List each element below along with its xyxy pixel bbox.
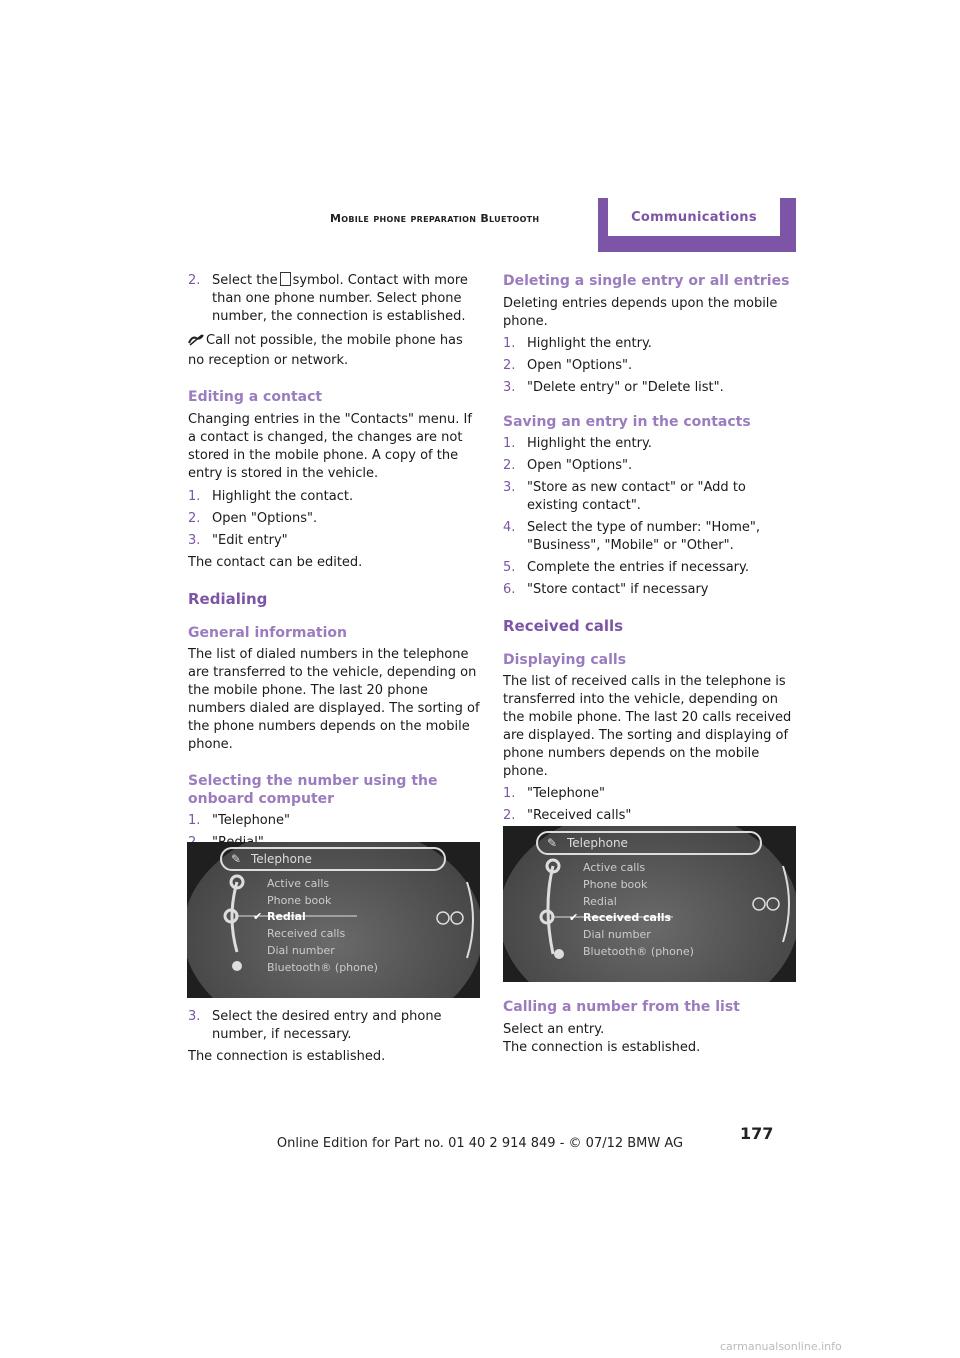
header-section: Mobile phone preparation Bluetooth [330, 212, 540, 225]
svg-text:✔: ✔ [253, 910, 263, 923]
screen1-item-1: Phone book [267, 894, 332, 907]
redialing-heading: Redialing [188, 590, 268, 608]
calling-body-2: The connection is established. [503, 1040, 701, 1055]
screenshot-redial [187, 842, 480, 998]
deleting-body: Deleting entries depends upon the mobile phone. [503, 296, 778, 329]
screen1-item-0: Active calls [267, 877, 330, 890]
pencil-icon: ✎ [547, 836, 558, 850]
chapter-tab [598, 198, 796, 252]
screen2-item-4: Dial number [583, 928, 651, 941]
displaying-body: The list of received calls in the telephone is transferred into the vehicle, depending on the mobile phone. The last 20 calls received are displayed. The sorting and displaying of phone numbers depends on the mobile phone. [503, 674, 792, 779]
saving-heading: Saving an entry in the contacts [503, 414, 751, 430]
step-3: 3. Select the desired entry and phone number, if necessary. [188, 1009, 442, 1042]
right-column [503, 272, 797, 825]
screen1-item-2: Redial [267, 910, 306, 923]
left-column [188, 272, 482, 852]
editing-result: The contact can be edited. [188, 555, 363, 570]
page-number: 177 [740, 1124, 774, 1143]
screenshot-received-calls [503, 826, 796, 982]
call-not-possible-note: Call not possible, the mobile phone has no reception or network. [188, 333, 463, 368]
deleting-heading: Deleting a single entry or all entries [503, 273, 790, 289]
pencil-icon: ✎ [231, 852, 242, 866]
displaying-heading: Displaying calls [503, 652, 627, 668]
svg-text:✔: ✔ [569, 911, 579, 924]
screen1-title: Telephone [251, 852, 312, 866]
screen2-item-2: Redial [583, 895, 617, 908]
general-info-heading: General information [188, 625, 347, 641]
footer-text: Online Edition for Part no. 01 40 2 914 849 - © 07/12 BMW AG [276, 1136, 684, 1151]
screen2-item-0: Active calls [583, 861, 646, 874]
selecting-steps: 1. "Telephone" [188, 813, 290, 828]
no-network-icon [188, 334, 206, 352]
displaying-steps: 1. "Telephone" 2. "Received calls" [503, 786, 632, 823]
calling-heading: Calling a number from the list [503, 999, 740, 1015]
editing-body: Changing entries in the "Contacts" menu. If a contact is changed, the changes are not stored in the mobile phone. A copy of the entry is stored in the vehicle. [188, 412, 472, 481]
result-text: The connection is established. [188, 1049, 386, 1064]
screen2-item-1: Phone book [583, 878, 648, 891]
screen1-item-5: Bluetooth® (phone) [267, 961, 378, 974]
screen2-title: Telephone [567, 836, 628, 850]
selecting-heading: Selecting the number using the onboard computer [188, 773, 438, 807]
screen2-item-3: Received calls [583, 911, 672, 924]
received-calls-heading: Received calls [503, 617, 624, 635]
saving-steps: 1. Highlight the entry. 2. Open "Options". 3. "Store as new contact" or "Add to existing contact". 4. Select the type of number: "Home", "Business", "Mobile" or "Other". 5. Complete the entries if necessary. 6. "Store contact" if necessary [503, 436, 761, 597]
watermark: carmanualsonline.info [720, 1340, 842, 1353]
step-2: 2. Select the symbol. Contact with more than one phone number. Select phone number, the connection is established. [188, 273, 468, 324]
left-column-bottom [188, 1008, 482, 1066]
editing-heading: Editing a contact [188, 389, 323, 405]
screen2-item-5: Bluetooth® (phone) [583, 945, 694, 958]
editing-steps: 1. Highlight the contact. 2. Open "Options". 3. "Edit entry" [188, 489, 354, 548]
chapter-title: Communications [608, 198, 780, 238]
general-info-body: The list of dialed numbers in the telephone are transferred to the vehicle, depending on the mobile phone. The last 20 phone numbers dialed are displayed. The sorting of the phone numbers depends on the mobile phone. [188, 647, 480, 752]
deleting-steps: 1. Highlight the entry. 2. Open "Options". 3. "Delete entry" or "Delete list". [503, 336, 724, 395]
contact-symbol-icon [280, 272, 291, 286]
screen1-item-3: Received calls [267, 927, 346, 940]
screen1-item-4: Dial number [267, 944, 335, 957]
right-column-bottom [503, 998, 797, 1057]
calling-body-1: Select an entry. [503, 1022, 605, 1037]
